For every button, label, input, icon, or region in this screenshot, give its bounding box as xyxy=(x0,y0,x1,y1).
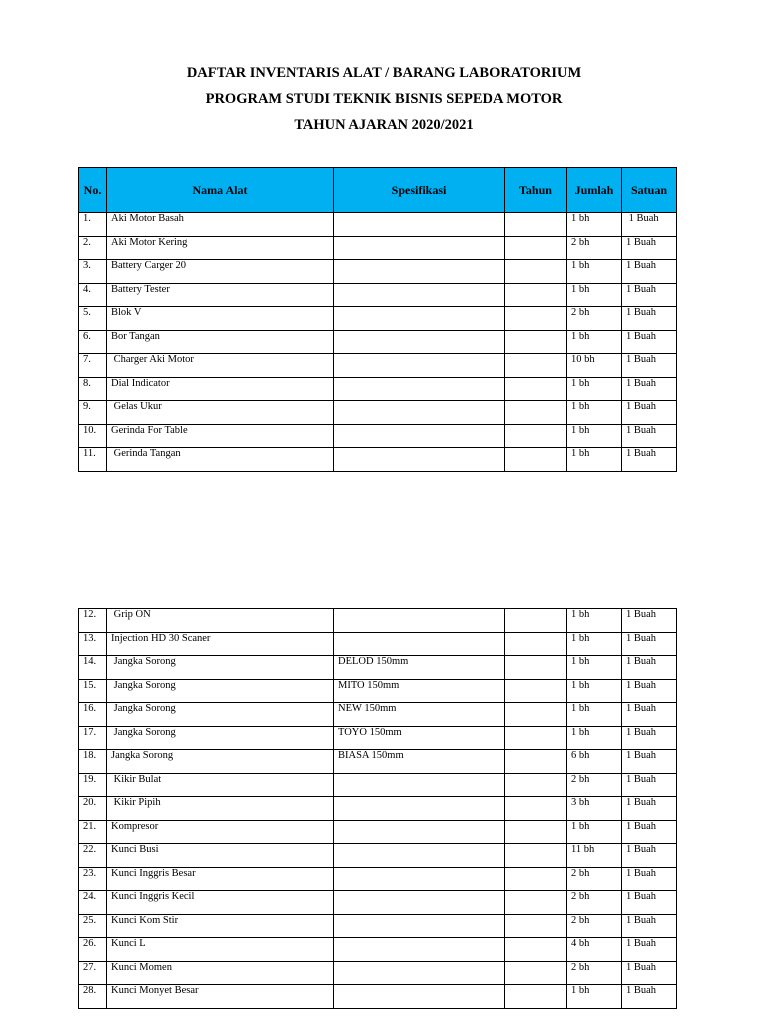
cell-satuan: 1 Buah xyxy=(622,773,677,797)
cell-spesifikasi xyxy=(334,867,505,891)
table-row xyxy=(79,797,677,821)
cell-no: 19. xyxy=(79,773,107,797)
cell-spesifikasi xyxy=(334,961,505,985)
cell-jumlah: 1 bh xyxy=(567,260,622,284)
cell-tahun xyxy=(505,448,567,472)
cell-satuan: 1 Buah xyxy=(622,283,677,307)
cell-nama-alat: Jangka Sorong xyxy=(107,726,334,750)
header-nama-alat: Nama Alat xyxy=(107,168,334,213)
document-subtitle: PROGRAM STUDI TEKNIK BISNIS SEPEDA MOTOR xyxy=(205,91,563,107)
cell-satuan: 1 Buah xyxy=(622,424,677,448)
cell-satuan: 1 Buah xyxy=(622,632,677,656)
cell-tahun xyxy=(505,330,567,354)
cell-jumlah: 1 bh xyxy=(567,985,622,1009)
header-spesifikasi: Spesifikasi xyxy=(334,168,505,213)
table-row xyxy=(79,448,677,472)
cell-no: 24. xyxy=(79,891,107,915)
cell-jumlah: 2 bh xyxy=(567,236,622,260)
cell-spesifikasi xyxy=(334,797,505,821)
cell-jumlah: 11 bh xyxy=(567,844,622,868)
cell-nama-alat: Kunci Kom Stir xyxy=(107,914,334,938)
cell-nama-alat: Injection HD 30 Scaner xyxy=(107,632,334,656)
cell-nama-alat: Kunci Busi xyxy=(107,844,334,868)
cell-tahun xyxy=(505,797,567,821)
cell-spesifikasi xyxy=(334,844,505,868)
cell-nama-alat: Aki Motor Kering xyxy=(107,236,334,260)
cell-tahun xyxy=(505,773,567,797)
cell-nama-alat: Dial Indicator xyxy=(107,377,334,401)
cell-satuan: 1 Buah xyxy=(622,656,677,680)
table-row xyxy=(79,985,677,1009)
cell-spesifikasi xyxy=(334,401,505,425)
cell-tahun xyxy=(505,236,567,260)
table-row xyxy=(79,961,677,985)
table-row xyxy=(79,773,677,797)
table-row xyxy=(79,938,677,962)
inventory-table-page2 xyxy=(78,608,677,1009)
cell-nama-alat: Kunci Inggris Kecil xyxy=(107,891,334,915)
cell-jumlah: 2 bh xyxy=(567,961,622,985)
cell-spesifikasi xyxy=(334,891,505,915)
table-row xyxy=(79,820,677,844)
cell-nama-alat: Gelas Ukur xyxy=(107,401,334,425)
cell-jumlah: 1 bh xyxy=(567,679,622,703)
cell-nama-alat: Jangka Sorong xyxy=(107,656,334,680)
cell-satuan: 1 Buah xyxy=(622,750,677,774)
cell-no: 12. xyxy=(79,609,107,633)
cell-tahun xyxy=(505,985,567,1009)
cell-jumlah: 1 bh xyxy=(567,609,622,633)
table-body xyxy=(79,609,677,1009)
cell-jumlah: 1 bh xyxy=(567,703,622,727)
cell-tahun xyxy=(505,283,567,307)
cell-satuan: 1 Buah xyxy=(622,726,677,750)
document-title: DAFTAR INVENTARIS ALAT / BARANG LABORATORIUM xyxy=(186,65,582,81)
cell-spesifikasi xyxy=(334,236,505,260)
cell-no: 18. xyxy=(79,750,107,774)
cell-tahun xyxy=(505,609,567,633)
table-row xyxy=(79,656,677,680)
cell-no: 21. xyxy=(79,820,107,844)
cell-spesifikasi xyxy=(334,820,505,844)
cell-nama-alat: Battery Carger 20 xyxy=(107,260,334,284)
cell-spesifikasi xyxy=(334,330,505,354)
cell-nama-alat: Jangka Sorong xyxy=(107,703,334,727)
cell-tahun xyxy=(505,354,567,378)
cell-spesifikasi xyxy=(334,283,505,307)
table-body xyxy=(79,213,677,472)
cell-jumlah: 1 bh xyxy=(567,820,622,844)
cell-satuan: 1 Buah xyxy=(622,985,677,1009)
cell-no: 1. xyxy=(79,213,107,237)
cell-spesifikasi xyxy=(334,448,505,472)
cell-jumlah: 1 bh xyxy=(567,656,622,680)
cell-jumlah: 1 bh xyxy=(567,448,622,472)
table-row xyxy=(79,213,677,237)
cell-no: 8. xyxy=(79,377,107,401)
cell-spesifikasi: MITO 150mm xyxy=(334,679,505,703)
cell-nama-alat: Grip ON xyxy=(107,609,334,633)
cell-jumlah: 2 bh xyxy=(567,867,622,891)
cell-jumlah: 1 bh xyxy=(567,726,622,750)
cell-satuan: 1 Buah xyxy=(622,703,677,727)
cell-no: 17. xyxy=(79,726,107,750)
cell-no: 25. xyxy=(79,914,107,938)
cell-tahun xyxy=(505,844,567,868)
cell-tahun xyxy=(505,867,567,891)
cell-jumlah: 1 bh xyxy=(567,377,622,401)
cell-tahun xyxy=(505,424,567,448)
table-row xyxy=(79,844,677,868)
cell-spesifikasi xyxy=(334,213,505,237)
cell-nama-alat: Blok V xyxy=(107,307,334,331)
cell-no: 11. xyxy=(79,448,107,472)
cell-satuan: 1 Buah xyxy=(622,938,677,962)
cell-tahun xyxy=(505,307,567,331)
cell-satuan: 1 Buah xyxy=(622,844,677,868)
cell-jumlah: 1 bh xyxy=(567,213,622,237)
cell-jumlah: 10 bh xyxy=(567,354,622,378)
table-row xyxy=(79,236,677,260)
cell-nama-alat: Jangka Sorong xyxy=(107,679,334,703)
cell-spesifikasi xyxy=(334,260,505,284)
table-row xyxy=(79,330,677,354)
cell-no: 27. xyxy=(79,961,107,985)
cell-nama-alat: Charger Aki Motor xyxy=(107,354,334,378)
table-row xyxy=(79,260,677,284)
cell-no: 26. xyxy=(79,938,107,962)
cell-nama-alat: Kunci Inggris Besar xyxy=(107,867,334,891)
cell-spesifikasi: NEW 150mm xyxy=(334,703,505,727)
cell-satuan: 1 Buah xyxy=(622,307,677,331)
cell-no: 14. xyxy=(79,656,107,680)
cell-nama-alat: Gerinda For Table xyxy=(107,424,334,448)
cell-jumlah: 2 bh xyxy=(567,307,622,331)
cell-no: 28. xyxy=(79,985,107,1009)
cell-no: 5. xyxy=(79,307,107,331)
cell-spesifikasi: TOYO 150mm xyxy=(334,726,505,750)
cell-satuan: 1 Buah xyxy=(622,448,677,472)
cell-no: 16. xyxy=(79,703,107,727)
table-row xyxy=(79,283,677,307)
cell-satuan: 1 Buah xyxy=(622,401,677,425)
table-row xyxy=(79,891,677,915)
cell-nama-alat: Kunci Monyet Besar xyxy=(107,985,334,1009)
table-row xyxy=(79,914,677,938)
cell-no: 23. xyxy=(79,867,107,891)
cell-satuan: 1 Buah xyxy=(622,867,677,891)
cell-no: 6. xyxy=(79,330,107,354)
cell-jumlah: 2 bh xyxy=(567,914,622,938)
cell-tahun xyxy=(505,260,567,284)
cell-no: 13. xyxy=(79,632,107,656)
table-row xyxy=(79,401,677,425)
cell-satuan: 1 Buah xyxy=(622,679,677,703)
cell-jumlah: 4 bh xyxy=(567,938,622,962)
table-header-row xyxy=(79,168,677,213)
table-row xyxy=(79,726,677,750)
cell-nama-alat: Kikir Pipih xyxy=(107,797,334,821)
cell-jumlah: 6 bh xyxy=(567,750,622,774)
cell-no: 3. xyxy=(79,260,107,284)
cell-spesifikasi xyxy=(334,609,505,633)
table-row xyxy=(79,703,677,727)
cell-no: 9. xyxy=(79,401,107,425)
cell-nama-alat: Gerinda Tangan xyxy=(107,448,334,472)
cell-no: 2. xyxy=(79,236,107,260)
cell-tahun xyxy=(505,703,567,727)
cell-spesifikasi xyxy=(334,938,505,962)
cell-spesifikasi: BIASA 150mm xyxy=(334,750,505,774)
cell-tahun xyxy=(505,820,567,844)
cell-satuan: 1 Buah xyxy=(622,820,677,844)
cell-tahun xyxy=(505,938,567,962)
cell-jumlah: 1 bh xyxy=(567,424,622,448)
document-year: TAHUN AJARAN 2020/2021 xyxy=(294,117,474,133)
cell-spesifikasi xyxy=(334,377,505,401)
cell-tahun xyxy=(505,726,567,750)
cell-satuan: 1 Buah xyxy=(622,377,677,401)
cell-satuan: 1 Buah xyxy=(622,236,677,260)
cell-spesifikasi xyxy=(334,632,505,656)
header-no: No. xyxy=(79,168,107,213)
cell-jumlah: 1 bh xyxy=(567,632,622,656)
cell-satuan: 1 Buah xyxy=(622,609,677,633)
cell-jumlah: 2 bh xyxy=(567,891,622,915)
cell-spesifikasi xyxy=(334,773,505,797)
table-row xyxy=(79,307,677,331)
cell-nama-alat: Kunci Momen xyxy=(107,961,334,985)
cell-satuan: 1 Buah xyxy=(622,961,677,985)
cell-tahun xyxy=(505,891,567,915)
cell-tahun xyxy=(505,632,567,656)
table-row xyxy=(79,377,677,401)
cell-jumlah: 1 bh xyxy=(567,330,622,354)
cell-jumlah: 1 bh xyxy=(567,283,622,307)
cell-nama-alat: Aki Motor Basah xyxy=(107,213,334,237)
cell-nama-alat: Jangka Sorong xyxy=(107,750,334,774)
table-row xyxy=(79,354,677,378)
table-row xyxy=(79,867,677,891)
cell-tahun xyxy=(505,961,567,985)
table-row xyxy=(79,632,677,656)
cell-spesifikasi: DELOD 150mm xyxy=(334,656,505,680)
cell-spesifikasi xyxy=(334,914,505,938)
cell-jumlah: 3 bh xyxy=(567,797,622,821)
cell-tahun xyxy=(505,750,567,774)
cell-tahun xyxy=(505,679,567,703)
cell-no: 22. xyxy=(79,844,107,868)
table-row xyxy=(79,679,677,703)
cell-nama-alat: Battery Tester xyxy=(107,283,334,307)
cell-no: 15. xyxy=(79,679,107,703)
header-jumlah: Jumlah xyxy=(567,168,622,213)
cell-tahun xyxy=(505,914,567,938)
cell-spesifikasi xyxy=(334,307,505,331)
cell-satuan: 1 Buah xyxy=(622,354,677,378)
cell-no: 7. xyxy=(79,354,107,378)
table-row xyxy=(79,750,677,774)
header-satuan: Satuan xyxy=(622,168,677,213)
cell-satuan: 1 Buah xyxy=(622,891,677,915)
table-row xyxy=(79,609,677,633)
cell-jumlah: 1 bh xyxy=(567,401,622,425)
cell-tahun xyxy=(505,377,567,401)
cell-tahun xyxy=(505,656,567,680)
cell-nama-alat: Bor Tangan xyxy=(107,330,334,354)
cell-spesifikasi xyxy=(334,985,505,1009)
cell-satuan: 1 Buah xyxy=(622,914,677,938)
cell-nama-alat: Kikir Bulat xyxy=(107,773,334,797)
cell-spesifikasi xyxy=(334,424,505,448)
cell-no: 4. xyxy=(79,283,107,307)
cell-no: 10. xyxy=(79,424,107,448)
cell-spesifikasi xyxy=(334,354,505,378)
cell-satuan: 1 Buah xyxy=(622,330,677,354)
cell-nama-alat: Kunci L xyxy=(107,938,334,962)
cell-tahun xyxy=(505,213,567,237)
inventory-table-page1 xyxy=(78,167,677,472)
cell-jumlah: 2 bh xyxy=(567,773,622,797)
table-row xyxy=(79,424,677,448)
cell-satuan: 1 Buah xyxy=(622,797,677,821)
cell-satuan: 1 Buah xyxy=(622,260,677,284)
cell-tahun xyxy=(505,401,567,425)
cell-satuan: 1 Buah xyxy=(622,213,677,237)
cell-nama-alat: Kompresor xyxy=(107,820,334,844)
cell-no: 20. xyxy=(79,797,107,821)
header-tahun: Tahun xyxy=(505,168,567,213)
